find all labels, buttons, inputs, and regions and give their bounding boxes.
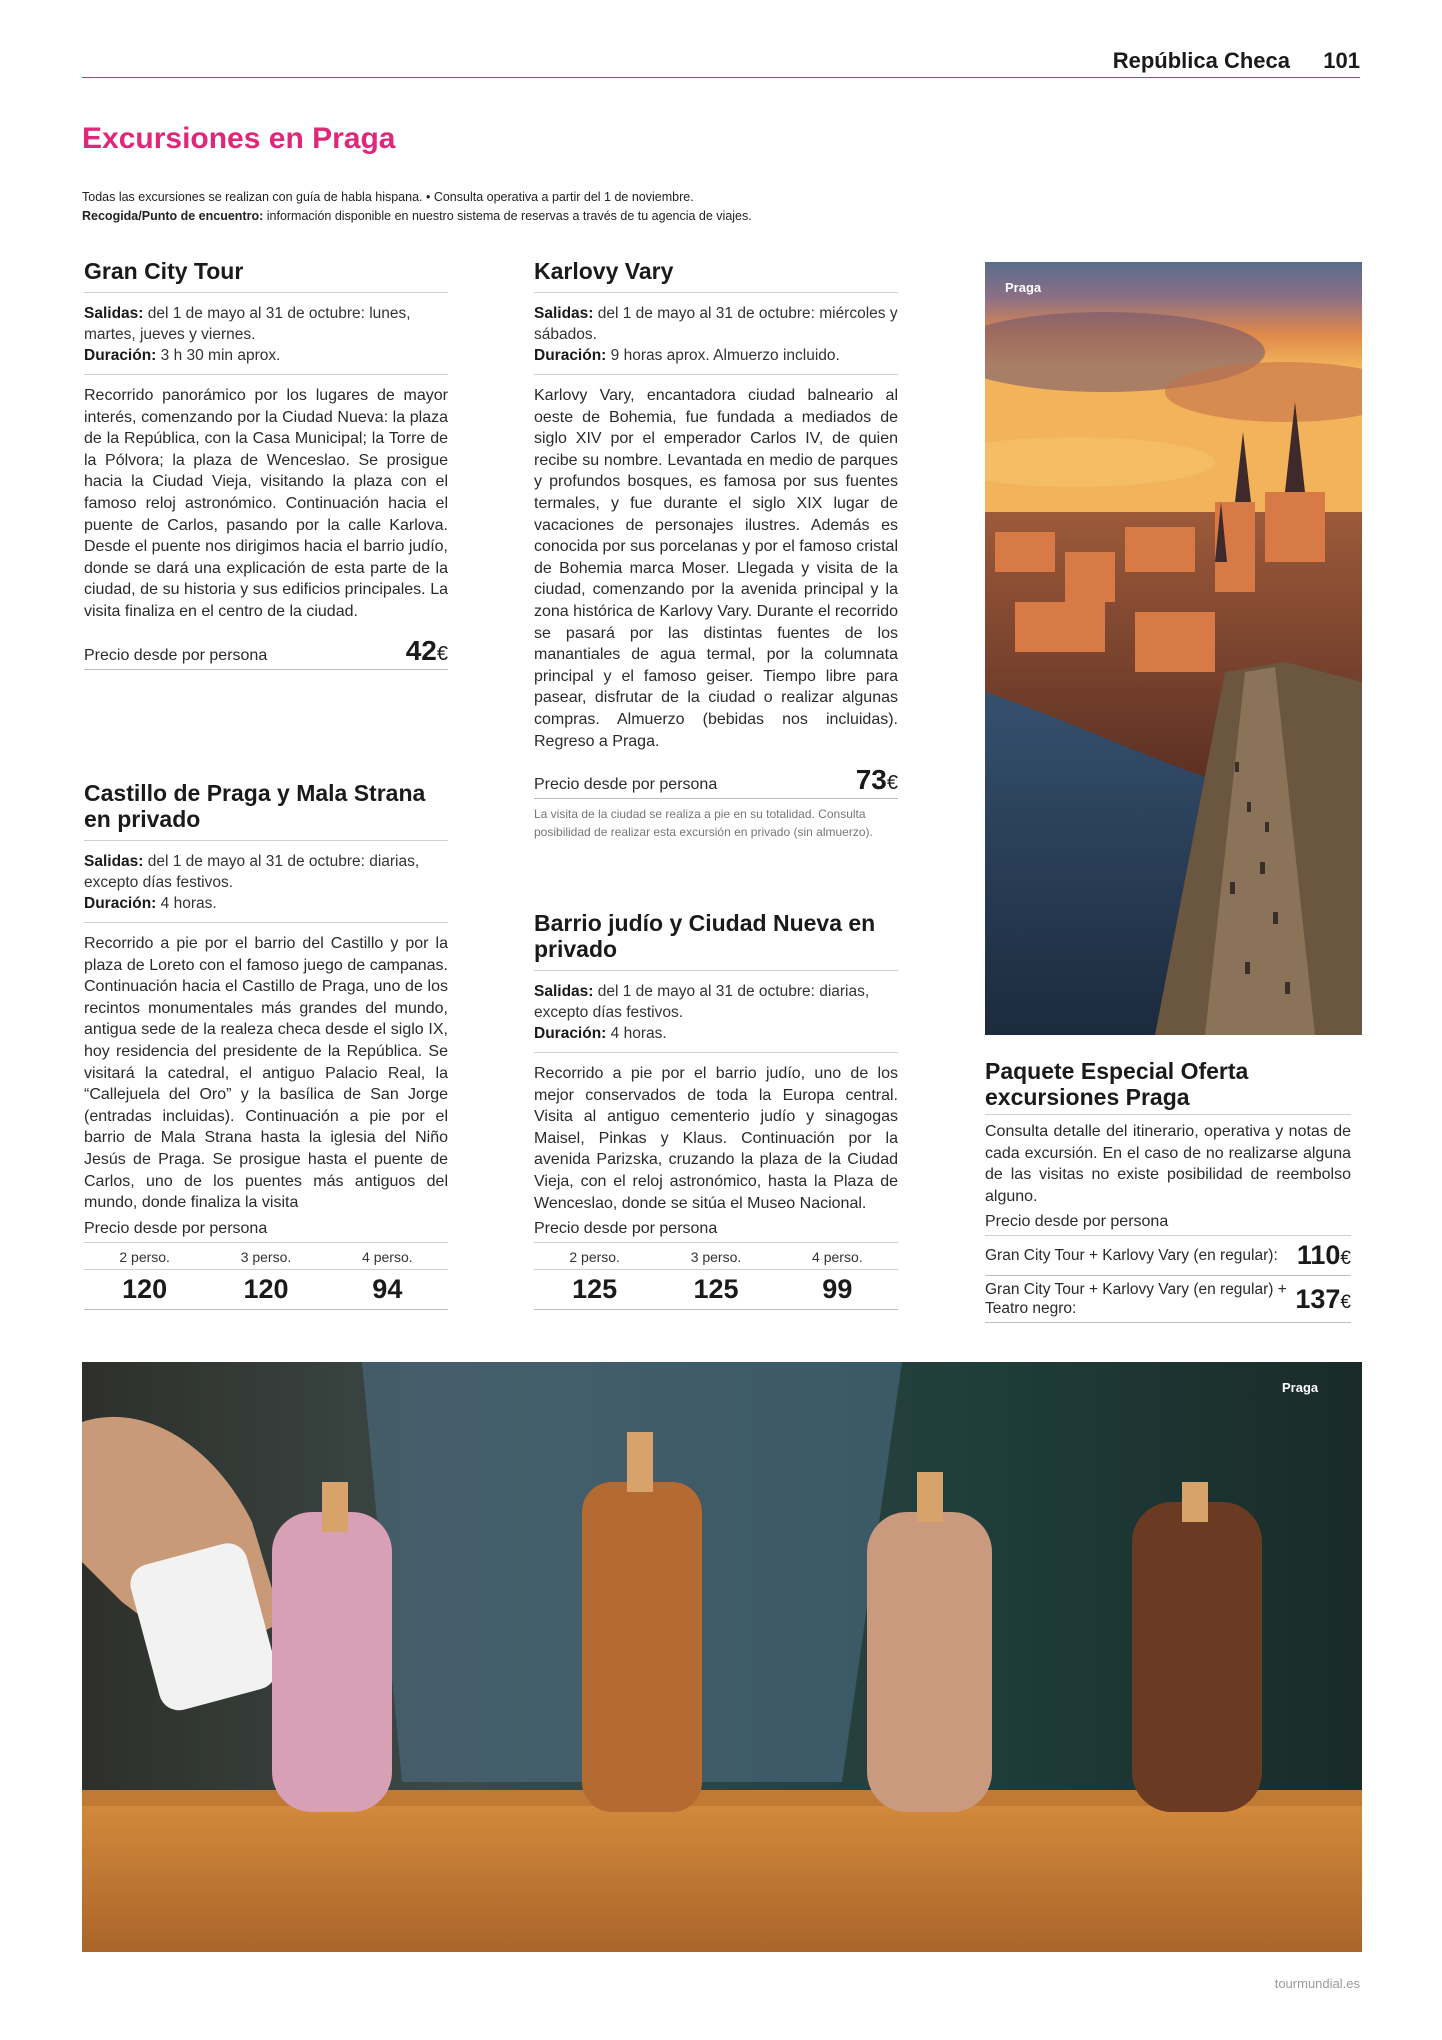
- tour-castillo: [84, 780, 448, 1310]
- departures-label: Salidas:: [534, 983, 594, 1000]
- tour-description: Recorrido a pie por el barrio judío, uno de los mejor conservados de toda la Europa central. Visita al antiguo cementerio judío y sinagogas Maisel, Pinkas y Klaus. Continuación por la avenida Parizska, cruzando la plaza de la Ciudad Vieja, con el reloj astronómico, hasta la Plaza de Wenceslao, donde se sitúa el Museo Nacional.: [534, 1065, 898, 1212]
- duration-text: 3 h 30 min aprox.: [156, 347, 281, 364]
- departures-text: del 1 de mayo al 31 de octubre: lunes, martes, jueves y viernes.: [84, 305, 411, 343]
- tour-title: Barrio judío y Ciudad Nueva en privado: [534, 910, 898, 971]
- trdelnik-illustration: [82, 1362, 1362, 1952]
- price-amount: 110: [1296, 1240, 1341, 1271]
- photo-caption: Praga: [1005, 280, 1042, 295]
- price-cell: 94: [327, 1269, 448, 1309]
- tour-note: La visita de la ciudad se realiza a pie en su totalidad. Consulta posibilidad de realizar esta excursión en privado (sin almuerzo).: [534, 807, 873, 840]
- duration-text: 4 horas.: [606, 1025, 667, 1042]
- tour-meta: [84, 303, 448, 375]
- price-cell: 125: [655, 1270, 776, 1310]
- duration-text: 9 horas aprox. Almuerzo incluido.: [606, 347, 840, 364]
- package-price-row: [985, 1276, 1351, 1323]
- price-label: Precio desde por persona: [534, 1214, 898, 1243]
- page-number: 101: [1323, 48, 1360, 73]
- departures-label: Salidas:: [534, 305, 594, 322]
- price-header: 3 perso.: [655, 1243, 776, 1270]
- photo-caption: Praga: [1282, 1380, 1319, 1395]
- departures-label: Salidas:: [84, 853, 144, 870]
- tour-duration: [84, 893, 448, 914]
- footer-website: tourmundial.es: [1274, 1976, 1360, 1991]
- price-table: [534, 1243, 898, 1310]
- tour-barrio-judio: [534, 910, 898, 1310]
- departures-text: del 1 de mayo al 31 de octubre: miércoles y sábados.: [534, 305, 898, 343]
- intro-text: [82, 188, 1082, 226]
- price-row: [534, 752, 898, 799]
- price-header: 4 perso.: [777, 1243, 898, 1270]
- tour-departures: [534, 303, 898, 345]
- price-label: Precio desde por persona: [84, 646, 268, 664]
- price-header: 3 perso.: [205, 1243, 326, 1270]
- tour-description: Recorrido a pie por el barrio del Castillo y por la plaza de Loreto con el famoso juego de campanas. Continuación hacia el Castillo de Praga, uno de los recintos monumentales más grandes del mundo, antigua sede de la realeza checa desde el siglo IX, hoy residencia del presidente de la República. Se visitará la catedral, el antiguo Palacio Real, la “Callejuela del Oro” y la basílica de San Jorge (entradas incluidas). Continuación a pie por el barrio de Mala Strana hasta la iglesia del Niño Jesús de Praga. Se prosigue hasta el puente de Carlos, uno de los puentes más antiguos del mundo, donde finaliza la visita: [84, 935, 448, 1212]
- package-title: Paquete Especial Oferta excursiones Praga: [985, 1058, 1351, 1115]
- price-amount: 42: [405, 634, 437, 666]
- tour-meta: [534, 303, 898, 375]
- package-label: Gran City Tour + Karlovy Vary (en regular):: [985, 1247, 1278, 1265]
- duration-label: Duración:: [534, 1025, 607, 1042]
- price-cell: 125: [534, 1270, 655, 1310]
- price-amount: 73: [855, 764, 887, 796]
- package-offer: [985, 1058, 1351, 1323]
- departures-label: Salidas:: [84, 305, 144, 322]
- tour-meta: [84, 851, 448, 923]
- departures-text: del 1 de mayo al 31 de octubre: diarias, excepto días festivos.: [84, 853, 420, 891]
- header-divider: [82, 77, 1360, 78]
- page-title: Excursiones en Praga: [82, 122, 396, 155]
- tour-duration: [534, 345, 898, 366]
- tour-departures: [534, 981, 898, 1023]
- duration-label: Duración:: [84, 347, 157, 364]
- departures-text: del 1 de mayo al 31 de octubre: diarias, excepto días festivos.: [534, 983, 870, 1021]
- package-label: Gran City Tour + Karlovy Vary (en regular) + Teatro negro:: [985, 1281, 1287, 1318]
- section-title: República Checa: [1112, 48, 1290, 73]
- price-value: [406, 635, 448, 667]
- tour-departures: [84, 851, 448, 893]
- duration-text: 4 horas.: [156, 895, 217, 912]
- package-price: [1297, 1240, 1351, 1271]
- package-price-row: [985, 1236, 1351, 1276]
- package-price: [1295, 1284, 1351, 1315]
- price-cell: 99: [777, 1270, 898, 1310]
- tour-title: Castillo de Praga y Mala Strana en privado: [84, 780, 448, 841]
- duration-label: Duración:: [534, 347, 607, 364]
- price-label: Precio desde por persona: [985, 1207, 1351, 1236]
- intro-pickup-text: información disponible en nuestro sistema de reservas a través de tu agencia de viajes.: [263, 209, 752, 223]
- currency-symbol: €: [436, 642, 448, 665]
- currency-symbol: €: [886, 772, 898, 795]
- price-label: Precio desde por persona: [84, 1214, 448, 1243]
- tour-title: Karlovy Vary: [534, 258, 898, 293]
- currency-symbol: €: [1340, 1291, 1351, 1313]
- duration-label: Duración:: [84, 895, 157, 912]
- price-amount: 137: [1295, 1283, 1341, 1314]
- tour-title: Gran City Tour: [84, 258, 448, 293]
- price-header: 2 perso.: [84, 1243, 205, 1270]
- tour-description: Karlovy Vary, encantadora ciudad balneario al oeste de Bohemia, fue fundada a mediados de siglo XIV por el emperador Carlos IV, de quien recibe su nombre. Levantada en medio de parques y profundos bosques, es famosa por sus fuentes termales, y fue durante el siglo XIX lugar de vacaciones de personajes ilustres. Además es conocida por sus porcelanas y por el famoso cristal de Bohemia marca Moser. Llegada y visita de la ciudad, comenzando por la avenida principal y la zona histórica de Karlovy Vary. Durante el recorrido se pasará por las distintas fuentes de los manantiales de agua termal, por la columnata principal y el famoso geiser. Tiempo libre para pasear, disfrutar de la ciudad o realizar algunas compras. Almuerzo (bebidas nos incluidas). Regreso a Praga.: [534, 387, 899, 750]
- tour-karlovy-vary: [534, 258, 898, 841]
- intro-line-2: [82, 207, 1082, 226]
- currency-symbol: €: [1340, 1248, 1351, 1270]
- prague-bridge-photo: [985, 262, 1362, 1035]
- package-description: Consulta detalle del itinerario, operativa y notas de cada excursión. En el caso de no realizarse alguna de las visitas no existe posibilidad de reembolso alguno.: [985, 1123, 1351, 1205]
- tour-duration: [534, 1023, 898, 1044]
- intro-line-1: Todas las excursiones se realizan con guía de habla hispana. • Consulta operativa a partir del 1 de noviembre.: [82, 190, 694, 204]
- price-label: Precio desde por persona: [534, 776, 718, 794]
- intro-pickup-label: Recogida/Punto de encuentro:: [82, 209, 264, 223]
- price-header: 2 perso.: [534, 1243, 655, 1270]
- tour-gran-city: [84, 258, 448, 670]
- price-cell: 120: [205, 1269, 326, 1309]
- price-header: 4 perso.: [327, 1243, 448, 1270]
- price-cell: 120: [84, 1269, 205, 1309]
- tour-duration: [84, 345, 448, 366]
- trdelnik-photo: [82, 1362, 1362, 1952]
- price-row: [84, 623, 448, 670]
- tour-departures: [84, 303, 448, 345]
- prague-bridge-illustration: [985, 262, 1362, 1035]
- tour-meta: [534, 981, 898, 1053]
- tour-description: Recorrido panorámico por los lugares de mayor interés, comenzando por la Ciudad Nueva: la plaza de la República, con la Casa Municipal; la Torre de la Pólvora; la plaza de Wenceslao. Se prosigue hacia la Ciudad Vieja, visitando la plaza con el famoso reloj astronómico. Continuación hacia el puente de Carlos, pasando por la calle Karlova. Desde el puente nos dirigimos hacia el barrio judío, donde se dará una explicación de esta parte de la ciudad, de su historia y sus edificios principales. La visita finaliza en el centro de la ciudad.: [84, 387, 448, 620]
- price-value: [856, 764, 898, 796]
- price-table: [84, 1243, 448, 1310]
